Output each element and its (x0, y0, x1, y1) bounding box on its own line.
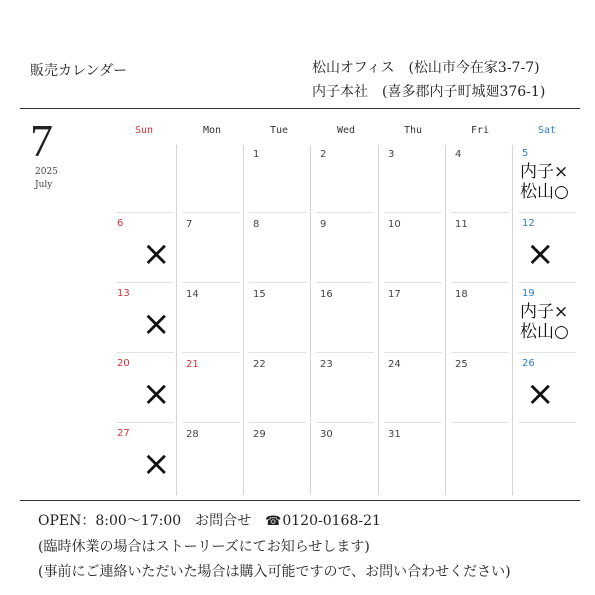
day-number: 13 (117, 288, 130, 299)
weekday-header-thu: Thu (403, 125, 423, 136)
weekday-header-sun: Sun (134, 125, 154, 136)
day-cell (178, 425, 240, 495)
day-cell (380, 215, 442, 285)
day-cell (514, 215, 576, 285)
day-cell (178, 285, 240, 355)
weekday-header-mon: Mon (202, 125, 222, 136)
day-number: 3 (388, 149, 395, 160)
day-cell (178, 355, 240, 425)
column-divider (176, 145, 177, 495)
day-cell (245, 285, 307, 355)
day-number: 4 (455, 149, 462, 160)
closed-mark-icon: × (526, 374, 555, 414)
phone-icon: ☎ (265, 514, 282, 529)
top-divider (20, 108, 580, 109)
cell-divider (182, 212, 240, 213)
day-number: 1 (253, 149, 260, 160)
day-cell (312, 145, 374, 215)
month-number: 7 (30, 115, 53, 166)
day-cell (447, 215, 509, 285)
weekday-header-sat: Sat (537, 125, 557, 136)
day-cell (245, 215, 307, 285)
day-number: 20 (117, 358, 130, 369)
availability-note: 松山○ (520, 322, 569, 342)
day-number: 24 (388, 359, 401, 370)
bottom-divider (20, 500, 580, 501)
day-cell (447, 355, 509, 425)
column-divider (445, 145, 446, 495)
closed-mark-icon: × (142, 374, 171, 414)
availability-note: 松山○ (520, 182, 569, 202)
day-number: 25 (455, 359, 468, 370)
day-number: 7 (186, 219, 193, 230)
day-number: 31 (388, 429, 401, 440)
day-cell (245, 355, 307, 425)
day-cell (312, 215, 374, 285)
day-number: 9 (320, 219, 327, 230)
day-cell (514, 145, 576, 215)
day-cell (380, 425, 442, 495)
closed-mark-icon: × (142, 234, 171, 274)
month-name: July (35, 180, 53, 190)
day-cell (312, 285, 374, 355)
column-divider (310, 145, 311, 495)
day-number: 23 (320, 359, 333, 370)
day-number: 16 (320, 289, 333, 300)
column-divider (512, 145, 513, 495)
day-cell (245, 145, 307, 215)
closed-mark-icon: × (142, 304, 171, 344)
day-cell (380, 285, 442, 355)
column-divider (378, 145, 379, 495)
day-cell (514, 355, 576, 425)
day-number: 29 (253, 429, 266, 440)
day-number: 8 (253, 219, 260, 230)
day-number: 15 (253, 289, 266, 300)
day-number: 17 (388, 289, 401, 300)
day-cell (514, 285, 576, 355)
weekday-header-wed: Wed (336, 125, 356, 136)
footer-hours (38, 510, 381, 530)
page-title: 販売カレンダー (30, 63, 128, 79)
day-number: 6 (117, 218, 124, 229)
day-number: 26 (522, 358, 535, 369)
day-number: 10 (388, 219, 401, 230)
day-cell (312, 355, 374, 425)
weekday-header-tue: Tue (269, 125, 289, 136)
office-uchiko: 内子本社 (喜多郡内子町城廻376-1) (312, 84, 546, 100)
footer-notice-contact: (事前にご連絡いただいた場合は購入可能ですので、お問い合わせください) (38, 564, 511, 580)
day-number: 2 (320, 149, 327, 160)
day-number: 21 (186, 359, 199, 370)
opening-hours: OPEN：8:00～17:00 お問合せ (38, 513, 266, 529)
day-cell (380, 355, 442, 425)
availability-note: 内子× (520, 302, 569, 322)
day-cell (380, 145, 442, 215)
day-number: 28 (186, 429, 199, 440)
cell-divider (116, 212, 174, 213)
day-number: 19 (522, 288, 535, 299)
availability-note: 内子× (520, 162, 569, 182)
day-cell (447, 145, 509, 215)
day-cell (447, 285, 509, 355)
phone-number[interactable]: 0120-0168-21 (282, 513, 381, 529)
day-number: 18 (455, 289, 468, 300)
day-number: 27 (117, 428, 130, 439)
day-cell (112, 215, 174, 285)
day-cell (112, 355, 174, 425)
day-number: 22 (253, 359, 266, 370)
office-matsuyama: 松山オフィス (松山市今在家3-7-7) (312, 60, 540, 76)
weekday-header-fri: Fri (470, 125, 490, 136)
day-number: 11 (455, 219, 468, 230)
day-number: 30 (320, 429, 333, 440)
footer-notice-closure: (臨時休業の場合はストーリーズにてお知らせします) (38, 539, 370, 555)
day-cell (112, 285, 174, 355)
closed-mark-icon: × (142, 444, 171, 484)
day-cell (245, 425, 307, 495)
day-cell (178, 215, 240, 285)
day-number: 14 (186, 289, 199, 300)
day-number: 5 (522, 148, 529, 159)
day-cell (312, 425, 374, 495)
column-divider (243, 145, 244, 495)
day-number: 12 (522, 218, 535, 229)
month-year: 2025 (35, 167, 58, 177)
day-cell (112, 425, 174, 495)
closed-mark-icon: × (526, 234, 555, 274)
